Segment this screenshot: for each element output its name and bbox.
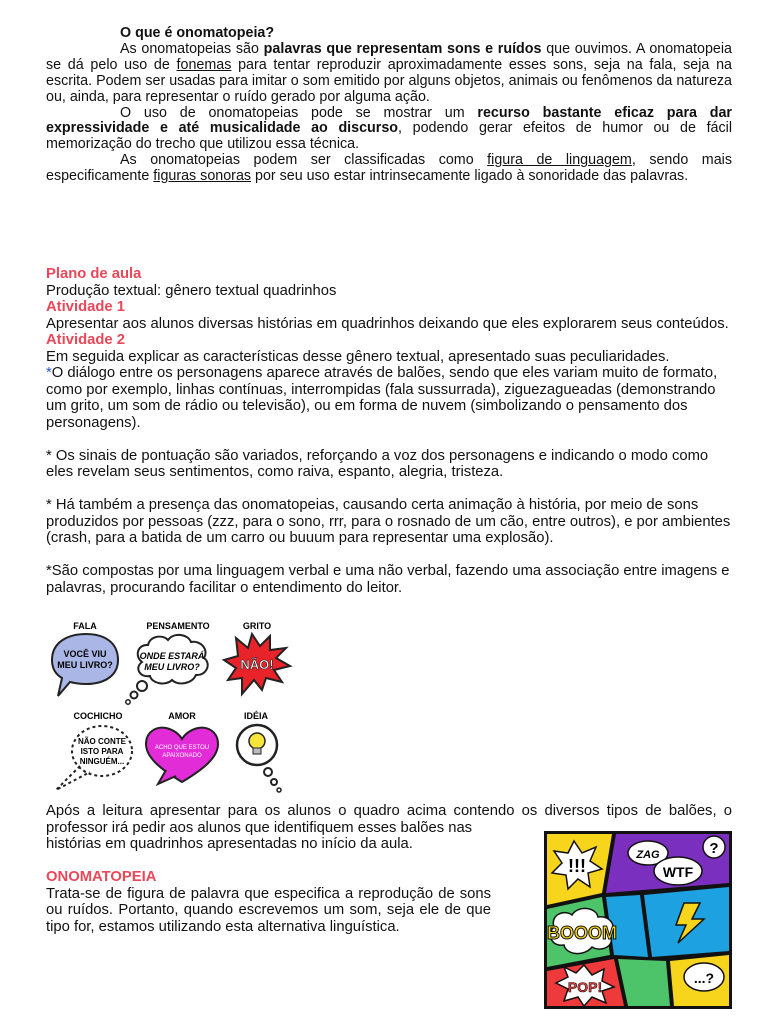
speech-balloon xyxy=(52,634,118,696)
after-reading-text: Após a leitura apresentar para os alunos o quadro acima contendo os diversos tipos de balões, o professor irá pedir aos alunos que identifiquem esses balões nas xyxy=(46,803,732,836)
text-run: As onomatopeias podem ser classificadas como xyxy=(120,152,488,169)
onomatopoeia-comic-image xyxy=(544,831,732,1009)
plan-subtitle: Produção textual: gênero textual quadrinhos xyxy=(46,282,337,299)
figuras-sonoras-link[interactable]: figuras sonoras xyxy=(153,168,252,185)
ideia-label: IDÉIA xyxy=(243,711,269,721)
bullet-4: *São compostas por uma linguagem verbal e uma não verbal, fazendo uma associação entre imagens e palavras, procurando facilitar o entendimento do leitor. xyxy=(46,563,730,596)
onomatopeia-definition: Trata-se de figura de palavra que especifica a reprodução de sons ou ruídos. Portanto, quando escrevemos um som, seja ele de que tipo for, estamos utilizando esta alternativa linguística. xyxy=(46,885,491,935)
after-reading-text-end: histórias em quadrinhos apresentadas no início da aula. xyxy=(46,836,413,852)
bullet-2: * Os sinais de pontuação são variados, reforçando a voz dos personagens e indicando o modo como eles revelam seus sentimentos, como raiva, espanto, alegria, tristeza. xyxy=(46,447,709,480)
intro-paragraph-1 xyxy=(46,42,732,106)
idea-balloon xyxy=(237,725,281,792)
figura-de-linguagem-link[interactable]: figura de linguagem xyxy=(487,152,632,169)
balloon-types-figure xyxy=(46,620,336,800)
fonemas-link[interactable]: fonemas xyxy=(176,56,232,73)
amor-label: AMOR xyxy=(168,711,196,721)
love-balloon xyxy=(146,728,218,784)
text-run: As onomatopeias são xyxy=(120,40,264,57)
bullet-text: O diálogo entre os personagens aparece através de balões, sendo que eles variam muito de formato, como por exemplo, linhas contínuas, interrompidas (fala sussurrada), ziguezagueadas (demonstrando um grito, um som de rádio ou televisão), ou em forma de nuvem (simbolizando o pensamento dos personagens). xyxy=(46,365,718,431)
bullet-1 xyxy=(46,365,736,431)
text-run: , sendo mais especificamente xyxy=(46,152,732,185)
fala-text: VOCÊ VIU xyxy=(63,649,107,659)
plan-heading: Plano de aula xyxy=(46,266,142,282)
activity-2-text: Em seguida explicar as características desse gênero textual, apresentado suas peculiaridades. xyxy=(46,348,670,365)
activity-2-heading: Atividade 2 xyxy=(46,332,125,348)
intro-paragraph-3 xyxy=(46,153,732,185)
comic-word: WTF xyxy=(662,864,694,880)
bold-run: recurso bastante eficaz para dar expressividade e até musicalidade ao discurso xyxy=(46,104,732,137)
comic-word: ...? xyxy=(693,970,715,986)
fala-text: MEU LIVRO? xyxy=(57,660,113,670)
bullet-3: * Há também a presença das onomatopeias, causando certa animação à história, por meio de sons produzidos por pessoas (zzz, para o sono, rrr, para o rosnado de um cão, entre outros), e por ambientes (crash, para a batida de um carro ou buuum para representar uma explosão). xyxy=(46,497,731,546)
grito-label: GRITO xyxy=(242,621,272,631)
document-page xyxy=(46,25,732,995)
onomatopeia-heading: ONOMATOPEIA xyxy=(46,869,157,885)
pensamento-label: PENSAMENTO xyxy=(146,621,210,631)
cochicho-label: COCHICHO xyxy=(73,711,123,721)
comic-word: ZAG xyxy=(636,849,660,861)
comic-word: !!! xyxy=(568,856,586,876)
thought-balloon xyxy=(126,635,208,704)
section-title: O que é onomatopeia? xyxy=(120,25,275,41)
shout-balloon xyxy=(224,634,290,694)
fala-label: FALA xyxy=(73,621,97,631)
intro-paragraph-2 xyxy=(46,106,732,154)
comic-word: ? xyxy=(709,840,719,857)
amor-text: ACHO QUE ESTOU xyxy=(154,745,210,751)
activity-1-text: Apresentar aos alunos diversas histórias em quadrinhos deixando que eles explorarem seus conteúdos. xyxy=(46,315,729,332)
text-run: por seu uso estar intrinsecamente ligado à sonoridade das palavras. xyxy=(251,168,689,185)
cochicho-text: NINGUÉM... xyxy=(79,757,125,766)
bold-run: palavras que representam sons e ruídos xyxy=(263,40,542,57)
activity-1-heading: Atividade 1 xyxy=(46,299,125,315)
grito-text: NÃO! xyxy=(240,657,274,672)
amor-text: APAIXONADO xyxy=(162,753,202,759)
text-run: que ouvimos. A onomatopeia se dá pelo uso de xyxy=(46,40,732,73)
pensamento-text: ONDE ESTARÁ xyxy=(139,651,205,661)
lesson-plan xyxy=(46,266,736,596)
bullet-star: * xyxy=(46,365,52,381)
text-run: para tentar reproduzir aproximadamente esses sons, seja na fala, seja na escrita. Podem ser usadas para imitar o som emitido por alguns objetos, animais ou fenômenos da natureza ou, ainda, para representar o ruído gerado por alguma ação. xyxy=(46,56,732,105)
onomatopeia-intro xyxy=(46,26,732,185)
comic-word: POP! xyxy=(567,979,603,995)
cochicho-text: ISTO PARA xyxy=(80,747,124,756)
cochicho-text: NÃO CONTE xyxy=(78,737,126,746)
pensamento-text: MEU LIVRO? xyxy=(144,662,200,672)
comic-word: BOOOM xyxy=(547,923,617,943)
text-run: O uso de onomatopeias pode se mostrar um xyxy=(120,104,478,121)
whisper-balloon xyxy=(56,726,132,790)
text-run: , podendo gerar efeitos de humor ou de fácil memorização do trecho que utilizou essa técnica. xyxy=(46,120,732,153)
